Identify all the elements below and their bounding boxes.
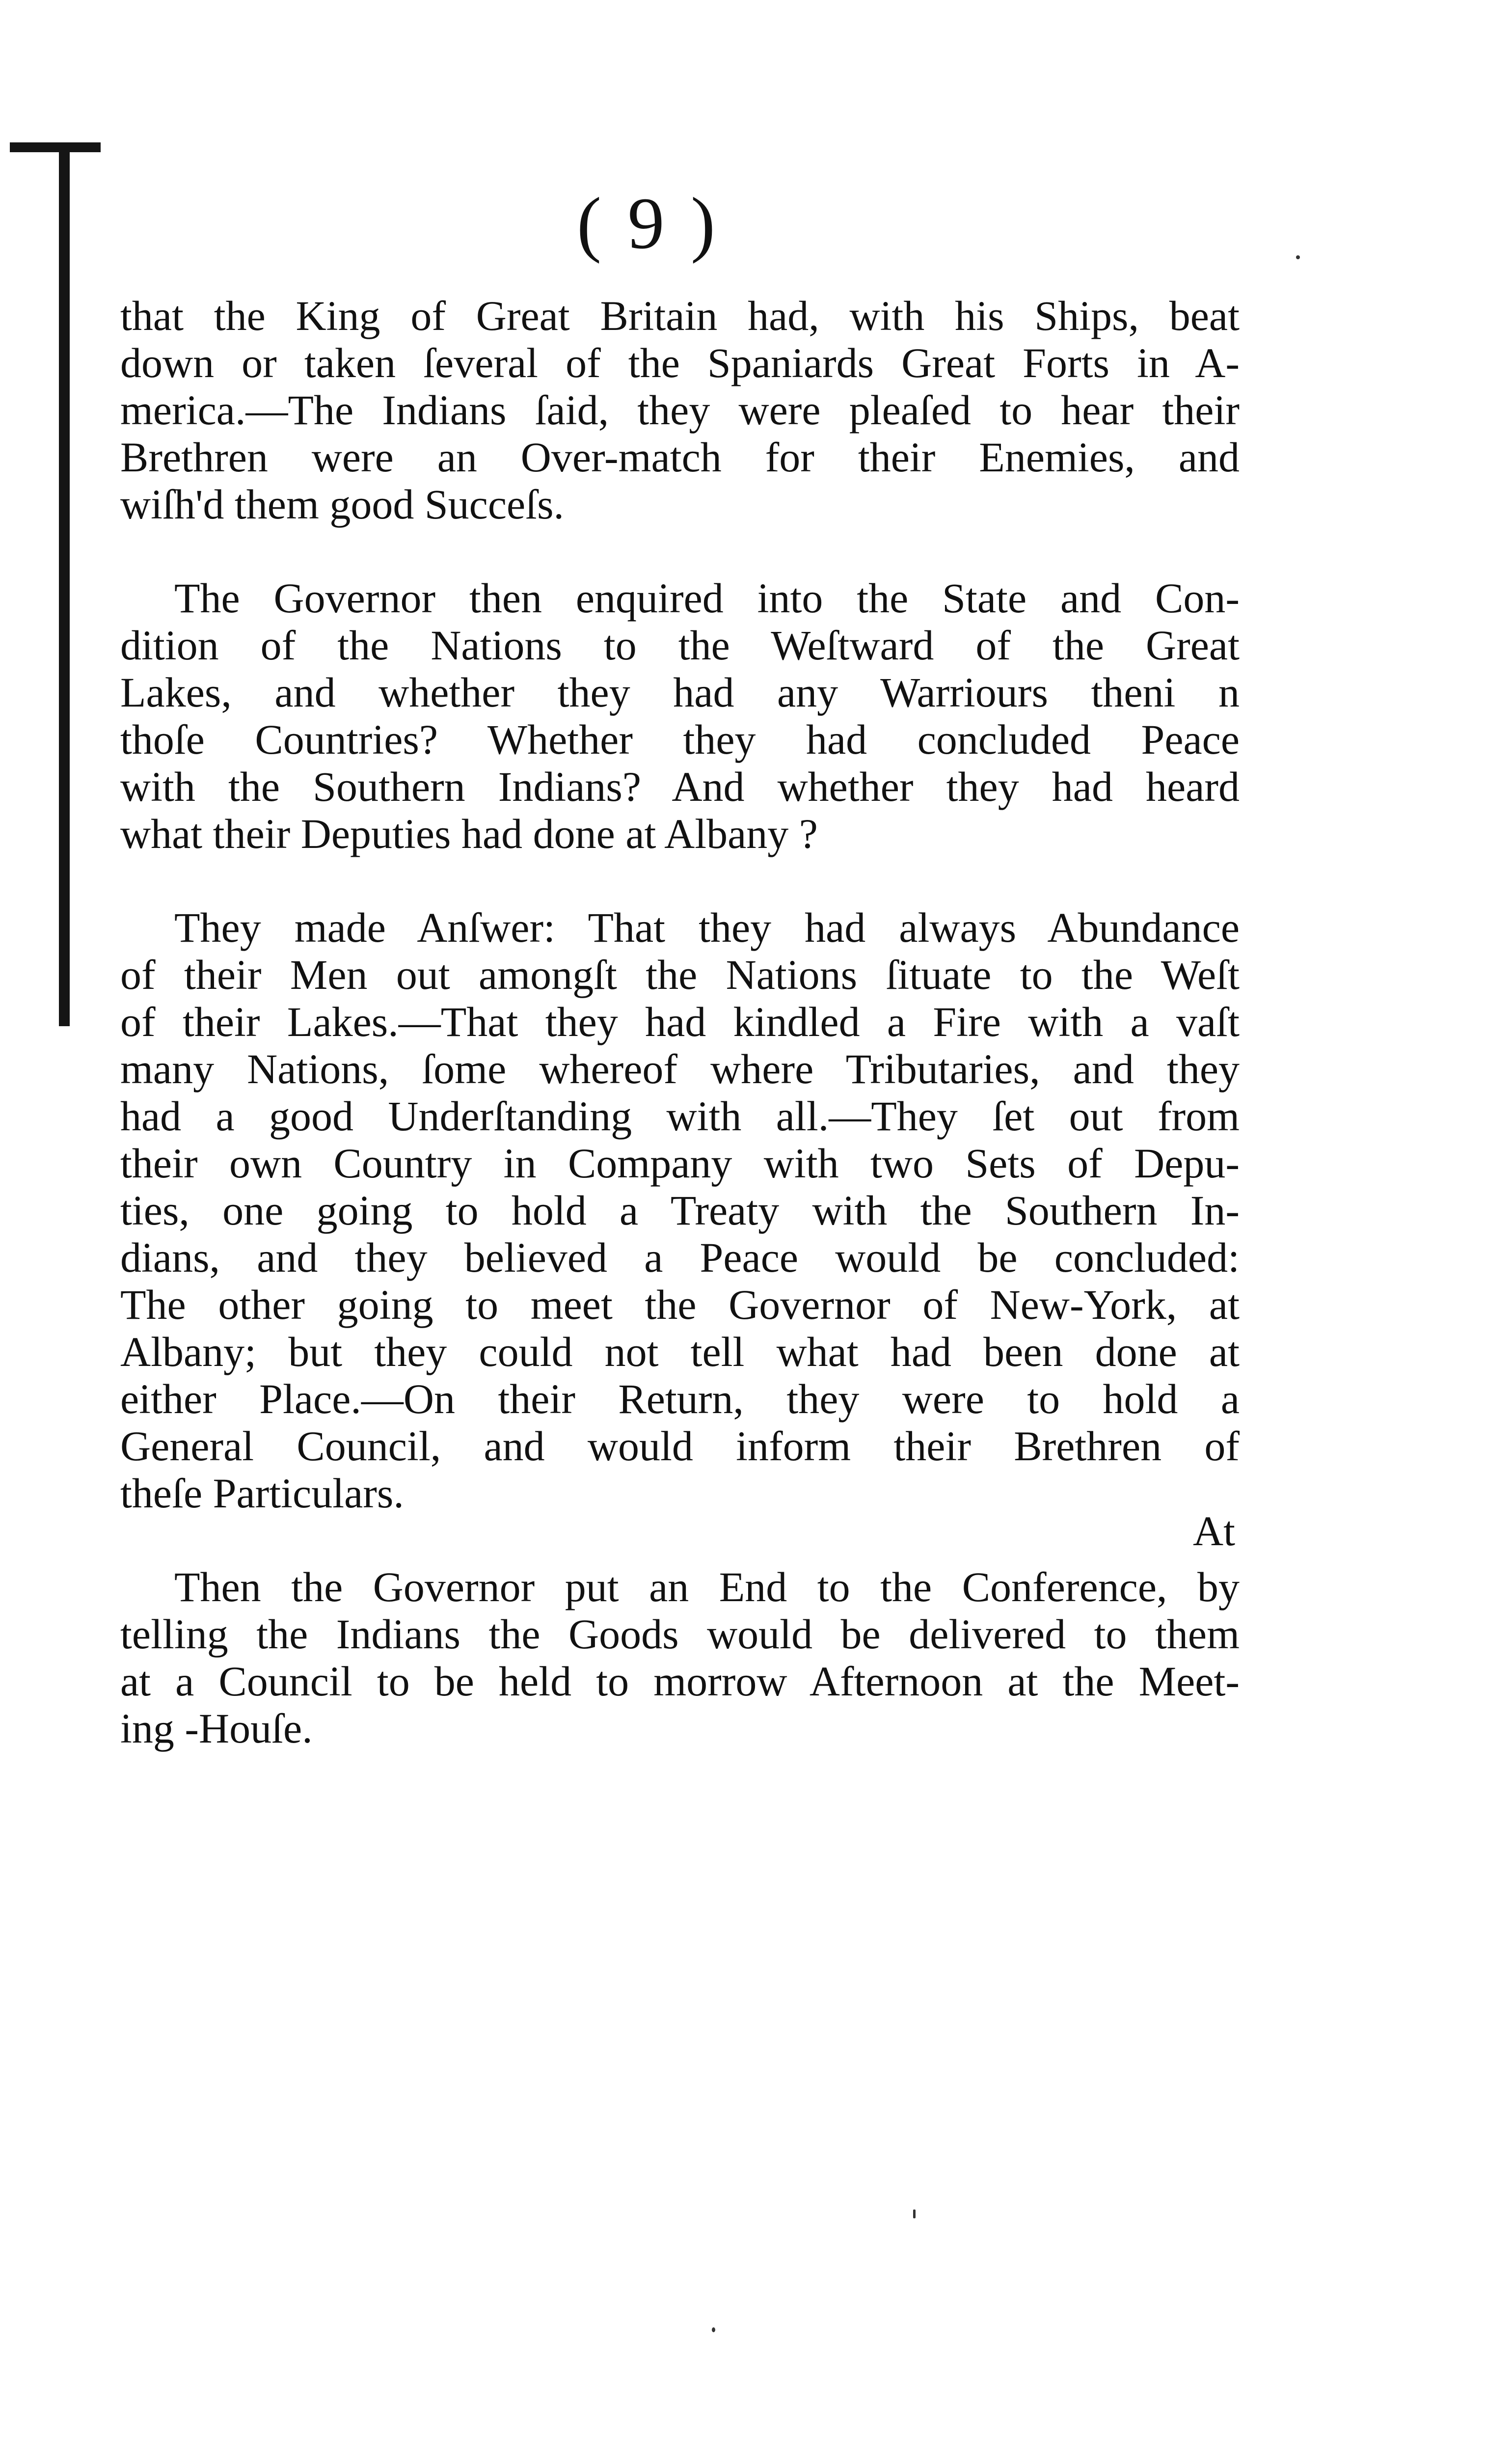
text-line: what their Deputies had done at Albany ?: [120, 810, 818, 857]
text-line: ties, one going to hold a Treaty with the Southern In-: [120, 1187, 1240, 1234]
text-line: wiſh'd them good Succeſs.: [120, 481, 565, 528]
scan-speck: [1296, 255, 1300, 259]
paragraph-1: [120, 292, 1240, 528]
paragraph-3: [120, 904, 1240, 1517]
catchword: At: [1193, 1507, 1235, 1555]
paragraph-2: [120, 574, 1240, 857]
text-line: thoſe Countries? Whether they had concluded Peace: [120, 716, 1240, 763]
margin-rule-top: [10, 142, 101, 152]
text-line: either Place.—On their Return, they were to hold a: [120, 1375, 1240, 1422]
text-line: Lakes, and whether they had any Warriours theni n: [120, 669, 1240, 716]
text-line: had a good Underſtanding with all.—They ſet out from: [120, 1092, 1240, 1140]
text-line: Then the Governor put an End to the Conference, by: [174, 1563, 1240, 1610]
paragraph-4: [120, 1563, 1240, 1752]
text-line: of their Men out amongſt the Nations ſituate to the Weſt: [120, 951, 1240, 998]
text-line: ing -Houſe.: [120, 1705, 313, 1752]
text-line: General Council, and would inform their Brethren of: [120, 1422, 1240, 1470]
text-line: of their Lakes.—That they had kindled a Fire with a vaſt: [120, 998, 1240, 1045]
text-line: Brethren were an Over-match for their Enemies, and: [120, 434, 1240, 481]
text-line: their own Country in Company with two Sets of Depu-: [120, 1140, 1240, 1187]
scan-speck: [712, 2327, 715, 2332]
margin-rule-vertical: [59, 142, 70, 1026]
page-number: ( 9 ): [577, 183, 719, 264]
text-line: at a Council to be held to morrow Afternoon at the Meet-: [120, 1658, 1240, 1705]
text-line: down or taken ſeveral of the Spaniards Great Forts in A-: [120, 339, 1240, 386]
text-line: many Nations, ſome whereof where Tributaries, and they: [120, 1045, 1240, 1092]
scan-speck: [913, 2210, 916, 2218]
text-line: dians, and they believed a Peace would be concluded:: [120, 1234, 1240, 1281]
text-line: They made Anſwer: That they had always Abundance: [174, 904, 1240, 951]
text-line: The other going to meet the Governor of New-York, at: [120, 1281, 1240, 1328]
text-line: with the Southern Indians? And whether they had heard: [120, 763, 1240, 810]
text-line: telling the Indians the Goods would be delivered to them: [120, 1610, 1240, 1658]
body-text: [120, 292, 1240, 1799]
text-line: merica.—The Indians ſaid, they were pleaſed to hear their: [120, 386, 1240, 434]
text-line: that the King of Great Britain had, with his Ships, beat: [120, 292, 1240, 339]
text-line: Albany; but they could not tell what had been done at: [120, 1328, 1240, 1375]
text-line: theſe Particulars.: [120, 1470, 404, 1517]
text-line: The Governor then enquired into the State and Con-: [174, 574, 1240, 622]
text-line: dition of the Nations to the Weſtward of the Great: [120, 622, 1240, 669]
